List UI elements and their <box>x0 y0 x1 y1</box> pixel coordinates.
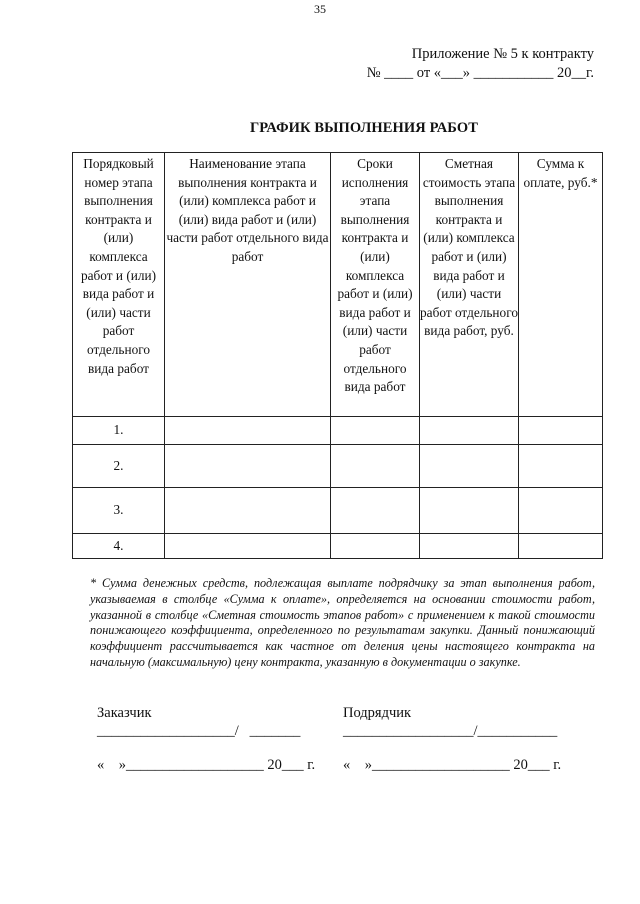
cell-empty <box>519 417 603 445</box>
cell-empty <box>165 445 331 488</box>
cell-empty <box>165 488 331 534</box>
row-number: 2. <box>73 445 165 488</box>
cell-empty <box>420 488 519 534</box>
cell-empty <box>331 534 420 559</box>
cell-empty <box>331 445 420 488</box>
header-stage-number: Порядковый номер этапа выполнения контракта и (или) комплекса работ и (или) вида работ и (или) части работ отдельного вида работ <box>73 153 165 417</box>
cell-empty <box>420 417 519 445</box>
cell-empty <box>331 488 420 534</box>
page-number: 35 <box>314 2 326 16</box>
header-row <box>73 153 603 417</box>
contractor-date-line: « »___________________ 20___ г. <box>343 757 562 773</box>
table-row <box>73 417 603 445</box>
header-deadlines: Сроки исполнения этапа выполнения контракта и (или) комплекса работ и (или) вида работ и (или) части работ отдельного вида работ <box>331 153 420 417</box>
table-row <box>73 445 603 488</box>
cell-empty <box>519 488 603 534</box>
header-estimated-cost: Сметная стоимость этапа выполнения контракта и (или) комплекса работ и (или) вида работ и (или) части работ отдельного вида работ, руб. <box>420 153 519 417</box>
header-stage-name: Наименование этапа выполнения контракта и (или) комплекса работ и (или) вида работ и (или) части работ отдельного вида работ <box>165 153 331 417</box>
cell-empty <box>519 445 603 488</box>
table-row <box>73 488 603 534</box>
row-number: 1. <box>73 417 165 445</box>
customer-date-line: « »___________________ 20___ г. <box>97 757 316 773</box>
cell-empty <box>420 445 519 488</box>
footnote: * Сумма денежных средств, подлежащая выплате подрядчику за этап выполнения работ, указываемая в столбце «Сумма к оплате», определяется на основании стоимости работ, указанной в столбце «Сметная стоимость этапов работ» с применением к такой стоимости понижающего коэффициента, определенного по результатам закупки. Данный понижающий коэффициент рассчитывается как частное от деления цены настоящего контракта на начальную (максимальную) цену контракта, указанную в документации о закупке. <box>90 576 595 669</box>
customer-signature-line: ___________________/ _______ <box>97 723 301 739</box>
row-number: 4. <box>73 534 165 559</box>
cell-empty <box>519 534 603 559</box>
document-title: ГРАФИК ВЫПОЛНЕНИЯ РАБОТ <box>249 120 479 136</box>
annex-title: Приложение № 5 к контракту <box>411 46 594 62</box>
cell-empty <box>420 534 519 559</box>
work-schedule-table <box>72 152 603 559</box>
cell-empty <box>165 534 331 559</box>
table-row <box>73 534 603 559</box>
contractor-label: Подрядчик <box>343 705 412 721</box>
cell-empty <box>331 417 420 445</box>
annex-contract-ref: № ____ от «___» ___________ 20__г. <box>366 65 594 81</box>
cell-empty <box>165 417 331 445</box>
contractor-signature-line: __________________/___________ <box>343 723 558 739</box>
header-payment-amount: Сумма к оплате, руб.* <box>519 153 603 417</box>
row-number: 3. <box>73 488 165 534</box>
customer-label: Заказчик <box>97 705 152 721</box>
